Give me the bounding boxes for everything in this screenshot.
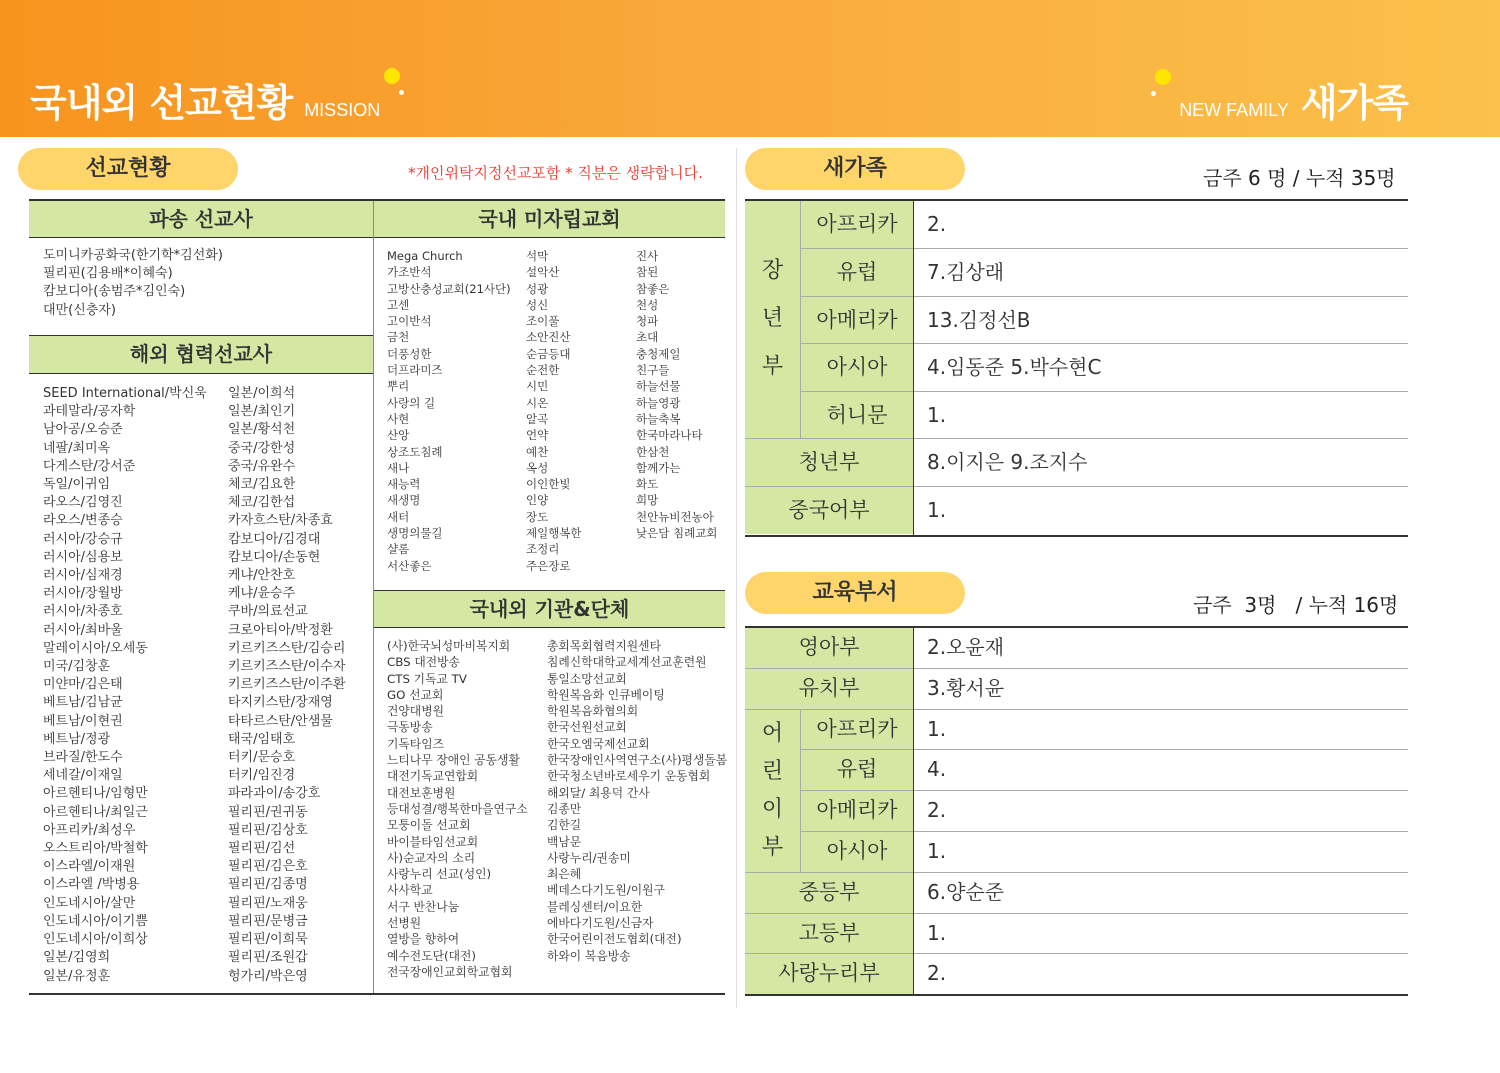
list-item: SEED International/박신욱 <box>43 386 207 401</box>
list-item: 한삼천 <box>636 444 670 459</box>
list-item: 캄보디아(송범주*김인숙) <box>43 284 186 300</box>
list-item: 서산좋은 <box>387 558 432 573</box>
divider <box>29 373 373 374</box>
list-item: 미국/김창훈 <box>43 659 111 675</box>
list-item: 필리핀/조원갑 <box>228 950 308 966</box>
list-item: 예찬 <box>526 444 549 459</box>
list-item: 통일소망선교회 <box>547 671 627 686</box>
list-item: 네팔/최미옥 <box>43 440 111 456</box>
list-item: 시민 <box>526 379 549 394</box>
list-item: 필리핀/권귀동 <box>228 804 308 820</box>
list-item: 침례신학대학교세계선교훈련원 <box>547 655 707 670</box>
list-item: 해외달/ 최용덕 간사 <box>547 785 650 800</box>
list-item: 열방을 향하여 <box>387 932 460 947</box>
list-item: 일본/최인기 <box>228 404 296 420</box>
list-item: 일본/김영희 <box>43 950 111 966</box>
list-item: 함께가는 <box>636 460 681 475</box>
list-item: CBS 대전방송 <box>387 655 460 670</box>
list-item: 베데스다기도원/이원구 <box>547 883 665 898</box>
list-item: 태국/임태호 <box>228 731 296 747</box>
list-item: 러시아/심용보 <box>43 549 123 565</box>
orgs-list-col2 <box>547 638 727 964</box>
list-item: 터키/임진경 <box>228 768 296 784</box>
mission-note: *개인위탁지정선교포함 * 직분은 생략합니다. <box>408 164 703 182</box>
education-count: 금주 3명 / 누적 16명 <box>1193 593 1399 617</box>
list-item: 키르키즈스탄/이주환 <box>228 677 346 693</box>
list-item: 베트남/김남균 <box>43 695 123 711</box>
list-item: 러시아/차종호 <box>43 604 123 620</box>
mission-subtitle: MISSION <box>304 100 381 120</box>
list-item: 인도네시아/살만 <box>43 895 136 911</box>
row-value: 4. <box>927 757 947 782</box>
list-item: 대전기독교연합회 <box>387 769 479 784</box>
divider <box>29 237 725 238</box>
list-item: 필리핀/문병금 <box>228 913 308 929</box>
group-label <box>745 715 800 867</box>
list-item: 하늘선물 <box>636 379 681 394</box>
list-item: 뿌리 <box>387 379 410 394</box>
list-item: 백남문 <box>547 834 582 849</box>
row-value: 4.임동준 5.박수현C <box>927 355 1102 380</box>
yellow-dot-icon <box>1155 69 1171 85</box>
row-value: 3.황서윤 <box>927 675 1005 700</box>
list-item: 소안진산 <box>526 330 571 345</box>
list-item: 일본/이희석 <box>228 386 296 401</box>
list-item: 전국장애인교회학교협회 <box>387 964 513 979</box>
row-label: 중등부 <box>745 873 913 913</box>
list-item: 이인한빛 <box>526 477 571 492</box>
list-item: 학원복음화 인큐베이팅 <box>547 687 665 702</box>
row-label: 중국어부 <box>745 487 913 534</box>
list-item: 건양대병원 <box>387 704 444 719</box>
row-value: 2. <box>927 961 947 986</box>
list-item: 천성 <box>636 297 659 312</box>
list-item: 참좋은 <box>636 281 670 296</box>
list-item: 한국마라나타 <box>636 428 703 443</box>
row-value: 1. <box>927 403 947 428</box>
list-item: 이스라엘 /박병용 <box>43 877 140 893</box>
list-item: 터키/문승호 <box>228 750 296 766</box>
row-label: 유럽 <box>801 750 913 790</box>
list-item: 석막 <box>526 249 549 263</box>
white-dot-icon <box>399 90 404 95</box>
row-label: 허니문 <box>801 392 913 439</box>
row-value: 7.김상래 <box>927 259 1005 284</box>
list-item: 일본/유정훈 <box>43 968 111 984</box>
list-item: 필리핀/김선 <box>228 841 296 857</box>
list-item: 중국/유완수 <box>228 458 296 474</box>
list-item: 고방산충성교회(21사단) <box>387 281 511 296</box>
list-item: 한국장애인사역연구소(사)평생돌봄 <box>547 753 728 768</box>
list-item: 최은혜 <box>547 867 582 882</box>
list-item: 새터 <box>387 509 410 524</box>
list-item: 언약 <box>526 428 549 443</box>
list-item: 블레싱센터/이요한 <box>547 899 643 914</box>
column-divider <box>913 628 914 995</box>
list-item: 샬롬 <box>387 542 410 557</box>
list-item: 타지키스탄/장재영 <box>228 695 333 711</box>
row-label: 사랑누리부 <box>745 954 913 994</box>
row-label: 아메리카 <box>801 791 913 831</box>
row-value: 1. <box>927 497 947 522</box>
list-item: 캄보디아/김경대 <box>228 531 321 547</box>
list-item: 라오스/변종승 <box>43 513 123 529</box>
group-label-char: 어 <box>761 721 784 747</box>
row-label: 영아부 <box>745 628 913 668</box>
list-item: (사)한국뇌성마비복지회 <box>387 639 511 653</box>
list-item: 일본/황석천 <box>228 422 296 438</box>
list-item: 남아공/오승준 <box>43 422 123 438</box>
list-item: 브라질/한도수 <box>43 750 123 766</box>
dispatched-header: 파송 선교사 <box>29 201 373 237</box>
domestic-list-col2 <box>526 248 582 574</box>
list-item: 바이블타임선교회 <box>387 834 479 849</box>
column-divider <box>913 201 914 535</box>
list-item: 극동방송 <box>387 720 433 735</box>
list-item: 새생명 <box>387 493 421 508</box>
page-header <box>0 0 1500 137</box>
list-item: 대만(신충자) <box>43 302 116 318</box>
new-family-subtitle: NEW FAMILY <box>1179 100 1289 120</box>
orgs-list-col1 <box>387 638 528 980</box>
list-item: 예수전도단(대전) <box>387 948 476 963</box>
list-item: 제일행복한 <box>526 526 582 541</box>
list-item: 사랑의 길 <box>387 395 436 410</box>
list-item: 케냐/윤승주 <box>228 586 296 602</box>
list-item: 김한길 <box>547 818 582 833</box>
list-item: 가조반석 <box>387 265 432 280</box>
list-item: 이스라엘/이재원 <box>43 859 136 875</box>
list-item: 낮은담 침례교회 <box>636 526 718 541</box>
list-item: 사사학교 <box>387 883 433 898</box>
list-item: 조정리 <box>526 542 560 557</box>
list-item: 기독타임즈 <box>387 736 444 751</box>
mission-status-pill: 선교현황 <box>18 148 238 190</box>
group-label-char: 장 <box>761 257 784 283</box>
list-item: 에바다기도원/신금자 <box>547 916 654 931</box>
list-item: 중국/강한성 <box>228 440 296 456</box>
list-item: 러시아/장월방 <box>43 586 123 602</box>
row-label: 아시아 <box>801 344 913 391</box>
list-item: 미얀마/김은태 <box>43 677 123 693</box>
mission-title: 국내외 선교현황 <box>30 81 293 125</box>
list-item: 충청제일 <box>636 346 681 361</box>
list-item: 체코/김한섭 <box>228 495 296 511</box>
list-item: 아프리카/최성우 <box>43 822 136 838</box>
list-item: 장도 <box>526 509 549 524</box>
list-item: 인도네시아/이기쁨 <box>43 913 148 929</box>
overseas-list-col1 <box>43 385 207 986</box>
row-value: 8.이지은 9.조지수 <box>927 450 1088 474</box>
list-item: 천안뉴비전농아 <box>636 509 714 524</box>
divider <box>745 535 1408 537</box>
row-label: 아메리카 <box>801 297 913 344</box>
list-item: CTS 기독교 TV <box>387 671 467 686</box>
list-item: 주은장로 <box>526 558 571 573</box>
list-item: 필리핀/노재웅 <box>228 895 308 911</box>
list-item: 희망 <box>636 493 659 508</box>
list-item: 고센 <box>387 297 410 312</box>
group-label-char: 년 <box>761 305 784 331</box>
list-item: 러시아/최바울 <box>43 622 123 638</box>
list-item: 참된 <box>636 265 659 280</box>
divider <box>29 993 725 995</box>
list-item: 필리핀/김상호 <box>228 822 308 838</box>
row-label: 아시아 <box>801 832 913 872</box>
overseas-header: 해외 협력선교사 <box>29 336 373 373</box>
new-family-table <box>745 199 1408 534</box>
row-value: 2. <box>927 212 947 236</box>
list-item: 한국선원선교회 <box>547 720 627 735</box>
list-item: 더프라미즈 <box>387 363 443 378</box>
list-item: 하늘영광 <box>636 395 681 410</box>
list-item: GO 선교회 <box>387 687 444 702</box>
row-value: 2.오윤재 <box>927 635 1005 659</box>
list-item: 시온 <box>526 395 549 410</box>
yellow-dot-icon <box>384 68 400 84</box>
list-item: 인양 <box>526 493 549 508</box>
education-table <box>745 626 1408 996</box>
list-item: 말레이시아/오세동 <box>43 640 148 656</box>
list-item: 더풍성한 <box>387 346 432 361</box>
education-pill: 교육부서 <box>745 572 965 614</box>
row-value: 1. <box>927 839 947 863</box>
row-label: 유럽 <box>801 249 913 296</box>
divider <box>745 994 1408 996</box>
list-item: 금천 <box>387 330 410 345</box>
page-divider <box>736 148 737 1008</box>
list-item: 아르헨티나/최일근 <box>43 804 148 820</box>
list-item: 초대 <box>636 330 659 345</box>
list-item: 인도네시아/이희상 <box>43 932 148 948</box>
list-item: 체코/김요한 <box>228 477 296 493</box>
header-right-title <box>1179 72 1408 127</box>
new-family-count: 금주 6 명 / 누적 35명 <box>1203 166 1396 190</box>
list-item: 사현 <box>387 411 410 426</box>
list-item: 카자흐스탄/차종효 <box>228 513 333 529</box>
list-item: 베트남/이현권 <box>43 713 123 729</box>
list-item: 생명의물길 <box>387 526 443 541</box>
row-label: 아프리카 <box>801 710 913 750</box>
row-value: 1. <box>927 716 947 741</box>
list-item: 등대성결/행복한마을연구소 <box>387 801 528 816</box>
row-label: 청년부 <box>745 439 913 486</box>
list-item: 파라과이/송강호 <box>228 786 321 802</box>
list-item: 학원복음화협의회 <box>547 704 639 719</box>
list-item: 산앙 <box>387 428 410 443</box>
list-item: 타타르스탄/안샘물 <box>228 713 333 729</box>
list-item: 화도 <box>636 477 659 492</box>
list-item: 키르키즈스탄/이수자 <box>228 659 346 675</box>
list-item: 모퉁이돌 선교회 <box>387 818 471 833</box>
list-item: 선병원 <box>387 916 422 931</box>
new-family-pill: 새가족 <box>745 148 965 190</box>
list-item: 필리핀/김종명 <box>228 877 308 893</box>
list-item: 설악산 <box>526 265 560 280</box>
row-value: 2. <box>927 798 947 823</box>
list-item: 새능력 <box>387 477 421 492</box>
row-value: 1. <box>927 920 947 945</box>
list-item: 세네갈/이재일 <box>43 768 123 784</box>
list-item: 진사 <box>636 249 659 263</box>
list-item: 도미니카공화국(한기학*김선화) <box>43 248 223 263</box>
list-item: 한국오엠국제선교회 <box>547 736 650 751</box>
domestic-list-col3 <box>636 248 717 541</box>
group-label-char: 린 <box>761 759 784 785</box>
list-item: 청파 <box>636 314 659 329</box>
header-left-title <box>30 72 380 127</box>
list-item: 사랑누리 선교(성인) <box>387 867 492 882</box>
list-item: 옥성 <box>526 460 549 475</box>
domestic-header: 국내 미자립교회 <box>374 201 725 237</box>
list-item: 러시아/심재경 <box>43 568 123 584</box>
list-item: 느티나무 장애인 공동생활 <box>387 753 520 768</box>
list-item: 친구들 <box>636 363 670 378</box>
list-item: 하늘축복 <box>636 411 681 426</box>
list-item: 새나 <box>387 460 410 475</box>
list-item: 과테말라/공자학 <box>43 404 136 420</box>
list-item: 사)순교자의 소리 <box>387 850 476 865</box>
divider <box>374 627 725 628</box>
list-item: 독일/이귀임 <box>43 477 111 493</box>
list-item: 고이반석 <box>387 314 432 329</box>
list-item: 필리핀/김은호 <box>228 859 308 875</box>
list-item: 케냐/안찬호 <box>228 568 296 584</box>
list-item: 하와이 복음방송 <box>547 948 631 963</box>
list-item: 알곡 <box>526 411 549 426</box>
list-item: 헝가리/박은영 <box>228 968 308 984</box>
list-item: 한국청소년바로세우기 운동협회 <box>547 769 711 784</box>
row-value: 6.양순준 <box>927 879 1005 904</box>
list-item: 조이풀 <box>526 314 560 329</box>
orgs-header: 국내외 기관&단체 <box>374 591 725 627</box>
list-item: 서구 반찬나눔 <box>387 899 460 914</box>
list-item: 사랑누리/권송미 <box>547 850 631 865</box>
domestic-list-col1 <box>387 248 511 574</box>
list-item: 다게스탄/강서준 <box>43 458 136 474</box>
group-label-char: 이 <box>761 797 784 823</box>
list-item: 라오스/김영진 <box>43 495 123 511</box>
list-item: 오스트리아/박철학 <box>43 841 148 857</box>
list-item: 순금등대 <box>526 346 571 361</box>
row-label: 아프리카 <box>801 201 913 248</box>
list-item: 대전보훈병원 <box>387 785 456 800</box>
white-dot-icon <box>1151 91 1156 96</box>
dispatched-list <box>43 247 223 320</box>
list-item: 상조도침례 <box>387 444 443 459</box>
list-item: Mega Church <box>387 249 463 263</box>
list-item: 키르키즈스탄/김승리 <box>228 640 346 656</box>
group-label <box>745 247 800 391</box>
list-item: 성신 <box>526 297 549 312</box>
list-item: 러시아/강승규 <box>43 531 123 547</box>
list-item: 성광 <box>526 281 549 296</box>
list-item: 베트남/정광 <box>43 731 111 747</box>
row-label: 고등부 <box>745 914 913 954</box>
group-label-char: 부 <box>761 835 784 861</box>
list-item: 총회목회협력지원센타 <box>547 639 661 653</box>
list-item: 크로아티아/박정환 <box>228 622 333 638</box>
list-item: 캄보디아/손동현 <box>228 549 321 565</box>
row-value: 13.김정선B <box>927 307 1031 332</box>
overseas-list-col2 <box>228 385 345 986</box>
list-item: 쿠바/의료선교 <box>228 604 308 620</box>
row-label: 유치부 <box>745 669 913 709</box>
list-item: 한국어린이전도협회(대전) <box>547 932 682 947</box>
list-item: 아르헨티나/임형만 <box>43 786 148 802</box>
group-label-char: 부 <box>761 353 784 379</box>
list-item: 필리핀/이희묵 <box>228 932 308 948</box>
list-item: 순전한 <box>526 363 560 378</box>
new-family-title: 새가족 <box>1300 81 1408 125</box>
list-item: 필리핀(김용배*이혜숙) <box>43 266 173 282</box>
list-item: 김종만 <box>547 801 582 816</box>
